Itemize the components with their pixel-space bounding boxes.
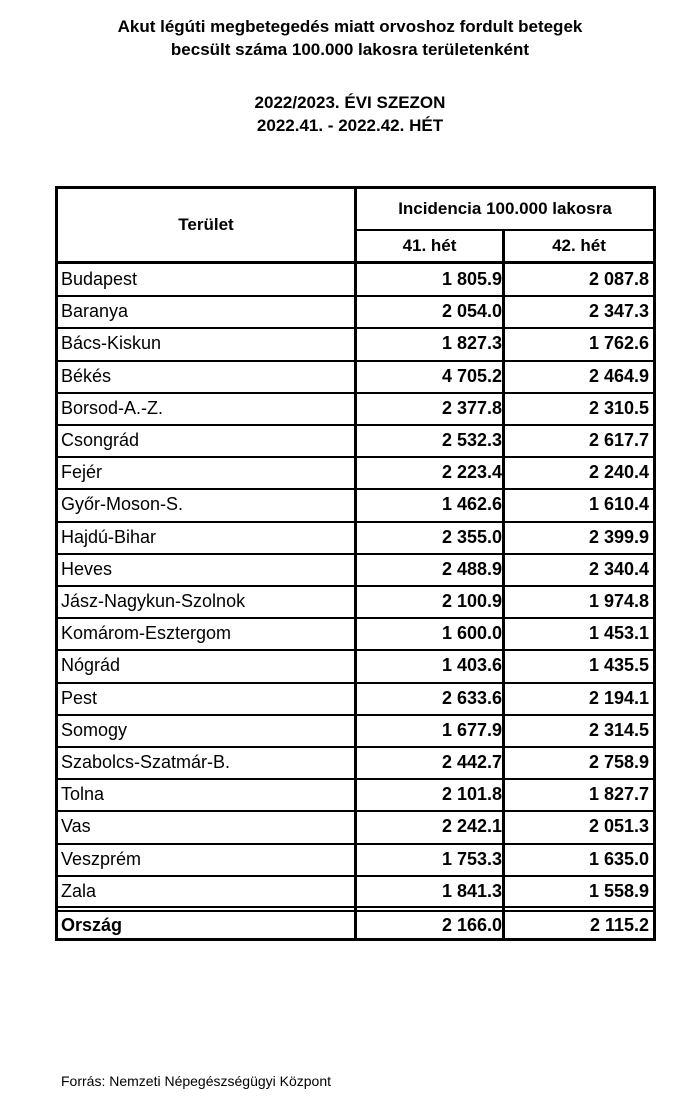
row-value-week-42: 1 453.1 bbox=[588, 623, 649, 644]
row-value-week-41: 2 488.9 bbox=[441, 558, 502, 579]
row-divider bbox=[58, 424, 653, 426]
row-value-week-41: 2 223.4 bbox=[441, 462, 502, 483]
row-area-name: Fejér bbox=[61, 462, 103, 483]
row-area-name: Somogy bbox=[61, 719, 128, 740]
row-value-week-41: 1 462.6 bbox=[441, 494, 502, 515]
row-area-name: Zala bbox=[61, 880, 97, 901]
row-divider bbox=[58, 649, 653, 651]
row-value-week-42: 1 762.6 bbox=[588, 333, 649, 354]
row-value-week-41: 1 600.0 bbox=[441, 623, 502, 644]
row-divider bbox=[58, 714, 653, 716]
row-area-name: Komárom-Esztergom bbox=[61, 623, 232, 644]
row-value-week-41: 1 753.3 bbox=[441, 848, 502, 869]
row-area-name: Tolna bbox=[61, 784, 105, 805]
row-area-name: Bács-Kiskun bbox=[61, 333, 162, 354]
row-value-week-42: 2 758.9 bbox=[588, 752, 649, 772]
row-value-week-42: 1 610.4 bbox=[588, 494, 649, 515]
row-area-name: Hajdú-Bihar bbox=[61, 526, 157, 547]
row-divider bbox=[58, 617, 653, 619]
source-note: Forrás: Nemzeti Népegészségügyi Központ bbox=[61, 1073, 332, 1089]
row-divider bbox=[58, 327, 653, 329]
row-value-week-42: 1 974.8 bbox=[588, 591, 649, 611]
row-area-name: Vas bbox=[61, 816, 91, 837]
row-value-week-41: 1 677.9 bbox=[441, 719, 502, 740]
row-divider bbox=[58, 553, 653, 555]
row-area-name: Nógrád bbox=[61, 655, 121, 676]
title-line-2: becsült száma 100.000 lakosra területenként bbox=[170, 40, 530, 59]
row-divider bbox=[58, 456, 653, 458]
row-value-week-42: 2 087.8 bbox=[588, 269, 649, 289]
total-divider-lower bbox=[58, 910, 653, 912]
row-area-name: Békés bbox=[61, 365, 112, 386]
row-value-week-42: 1 558.9 bbox=[588, 880, 649, 901]
row-value-week-41: 2 442.7 bbox=[441, 752, 502, 772]
row-value-week-41: 2 100.9 bbox=[441, 591, 502, 611]
row-area-name: Ország bbox=[61, 915, 123, 935]
row-value-week-42: 2 617.7 bbox=[588, 430, 649, 450]
row-divider bbox=[58, 585, 653, 587]
row-value-week-42: 2 464.9 bbox=[588, 365, 649, 386]
row-divider bbox=[58, 360, 653, 362]
week-range-heading: 2022.41. - 2022.42. HÉT bbox=[256, 116, 444, 135]
title-line-1: Akut légúti megbetegedés miatt orvoshoz fordult betegek bbox=[117, 17, 583, 36]
row-value-week-42: 2 340.4 bbox=[588, 558, 649, 579]
row-value-week-42: 1 827.7 bbox=[588, 784, 649, 805]
row-value-week-41: 2 101.8 bbox=[441, 784, 502, 805]
row-value-week-42: 2 399.9 bbox=[588, 526, 649, 547]
row-divider bbox=[58, 778, 653, 780]
row-value-week-41: 4 705.2 bbox=[441, 365, 502, 386]
row-divider bbox=[58, 875, 653, 877]
row-value-week-42: 2 051.3 bbox=[588, 816, 649, 837]
row-divider bbox=[58, 521, 653, 523]
header-area: Terület bbox=[178, 215, 234, 234]
header-incidence-group: Incidencia 100.000 lakosra bbox=[398, 199, 612, 218]
row-value-week-42: 2 194.1 bbox=[588, 687, 649, 708]
row-divider bbox=[58, 488, 653, 490]
header-week-42: 42. hét bbox=[552, 236, 606, 255]
row-area-name: Szabolcs-Szatmár-B. bbox=[61, 752, 231, 772]
row-value-week-41: 2 355.0 bbox=[441, 526, 502, 547]
row-value-week-41: 2 054.0 bbox=[441, 301, 502, 322]
row-value-week-41: 1 827.3 bbox=[441, 333, 502, 354]
row-area-name: Veszprém bbox=[61, 848, 142, 869]
row-value-week-41: 2 166.0 bbox=[441, 915, 502, 935]
row-divider bbox=[58, 682, 653, 684]
row-value-week-41: 1 403.6 bbox=[441, 655, 502, 676]
row-divider bbox=[58, 843, 653, 845]
row-area-name: Pest bbox=[61, 687, 98, 708]
row-area-name: Budapest bbox=[61, 269, 138, 289]
row-value-week-42: 2 347.3 bbox=[588, 301, 649, 322]
row-value-week-41: 2 633.6 bbox=[441, 687, 502, 708]
header-week-41: 41. hét bbox=[402, 236, 457, 255]
row-area-name: Győr-Moson-S. bbox=[61, 494, 184, 515]
row-divider bbox=[58, 810, 653, 812]
row-area-name: Csongrád bbox=[61, 430, 140, 450]
row-value-week-41: 1 841.3 bbox=[441, 880, 502, 901]
total-divider-upper bbox=[58, 906, 653, 908]
row-value-week-42: 1 635.0 bbox=[588, 848, 649, 869]
row-value-week-42: 2 115.2 bbox=[589, 915, 649, 935]
row-value-week-42: 2 310.5 bbox=[588, 397, 649, 418]
row-value-week-42: 2 314.5 bbox=[588, 719, 649, 740]
row-value-week-42: 2 240.4 bbox=[588, 462, 649, 483]
row-value-week-41: 1 805.9 bbox=[441, 269, 502, 289]
row-area-name: Borsod-A.-Z. bbox=[61, 397, 164, 418]
row-value-week-41: 2 532.3 bbox=[441, 430, 502, 450]
row-value-week-41: 2 377.8 bbox=[441, 397, 502, 418]
row-divider bbox=[58, 392, 653, 394]
row-divider bbox=[58, 746, 653, 748]
row-area-name: Heves bbox=[61, 558, 113, 579]
column-divider-area bbox=[354, 189, 357, 938]
row-divider bbox=[58, 295, 653, 297]
row-area-name: Baranya bbox=[61, 301, 129, 322]
row-area-name: Jász-Nagykun-Szolnok bbox=[61, 591, 246, 611]
row-value-week-42: 1 435.5 bbox=[588, 655, 649, 676]
incidence-table bbox=[55, 186, 656, 941]
row-value-week-41: 2 242.1 bbox=[441, 816, 502, 837]
season-heading: 2022/2023. ÉVI SZEZON bbox=[254, 93, 446, 112]
